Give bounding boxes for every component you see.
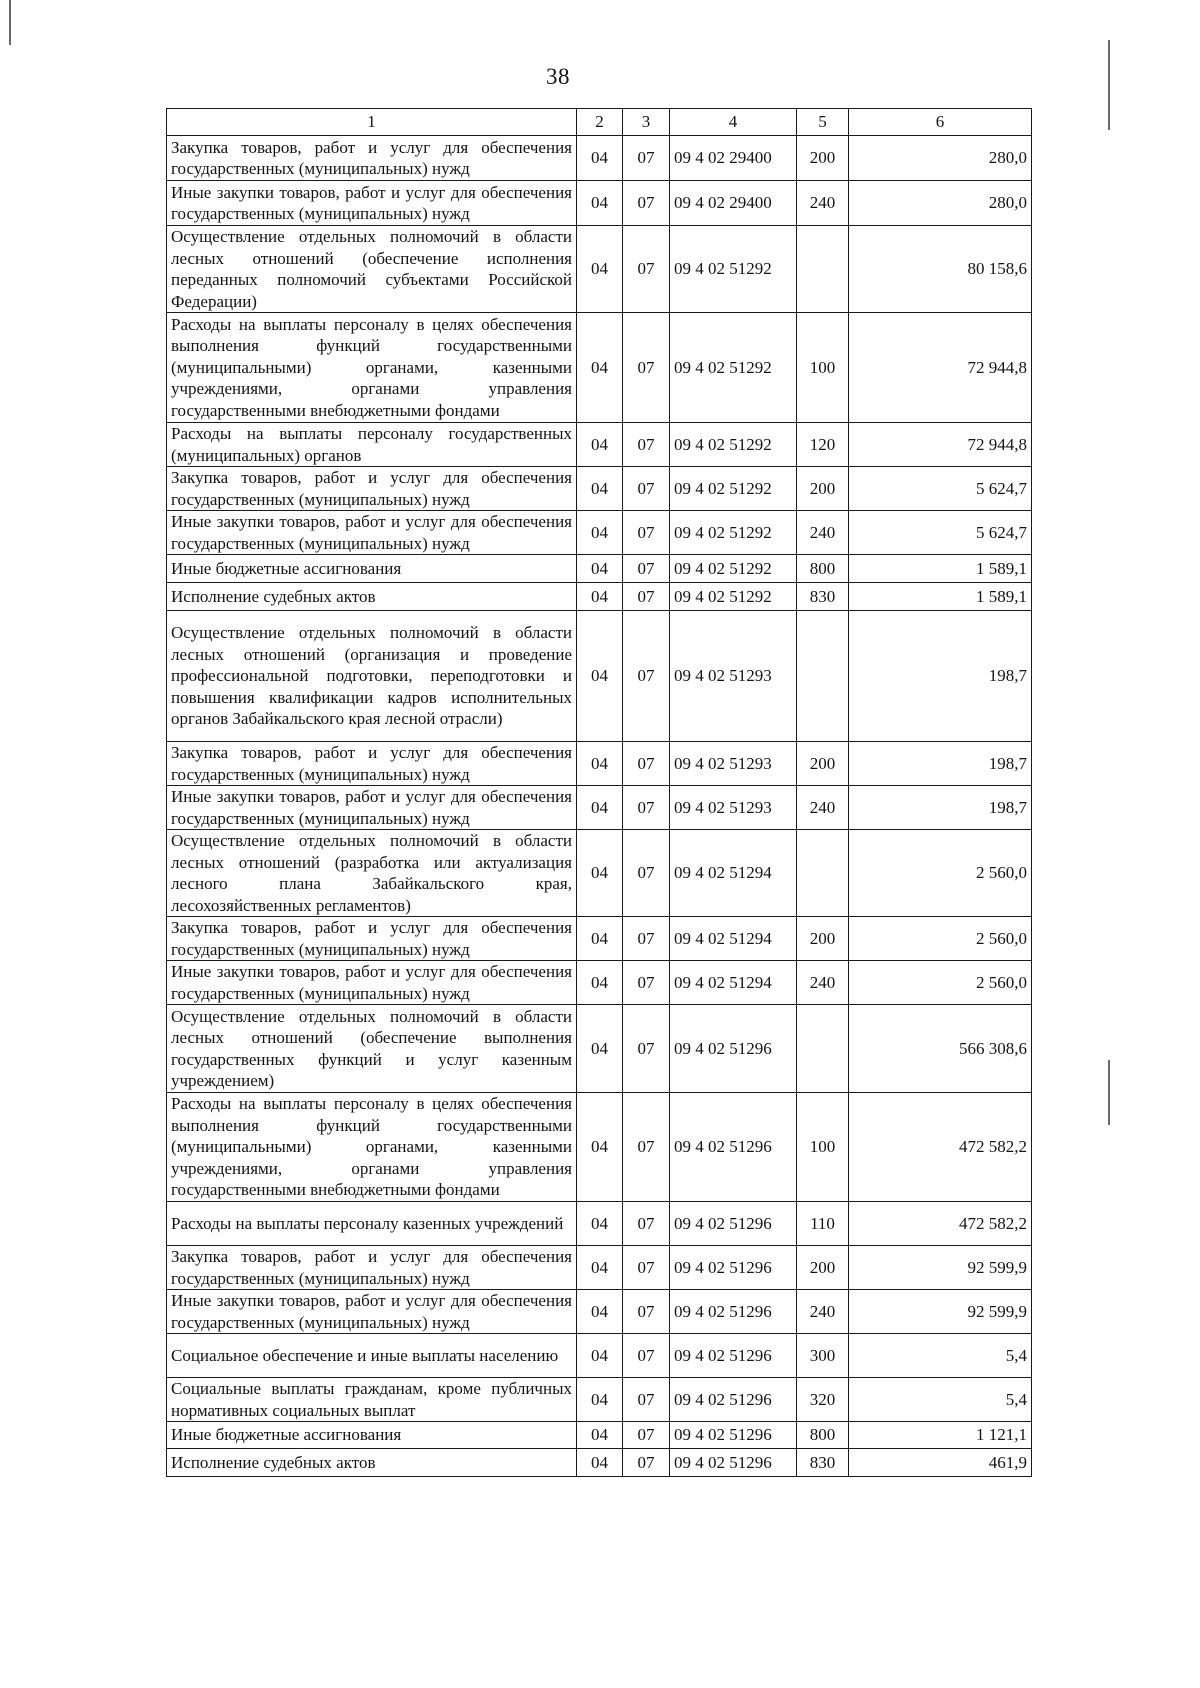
row-amount: 198,7: [849, 742, 1032, 786]
row-amount: 2 560,0: [849, 917, 1032, 961]
table-row: [167, 961, 1032, 1005]
row-name: Осуществление отдельных полномочий в области лесных отношений (обеспечение выполнения государственных функций и услуг казенным учреждением): [167, 1005, 577, 1093]
row-section: 04: [577, 961, 623, 1005]
row-name: Иные закупки товаров, работ и услуг для обеспечения государственных (муниципальных) нужд: [167, 1290, 577, 1334]
scan-edge-right-bottom: [1108, 1060, 1110, 1125]
row-amount: 566 308,6: [849, 1005, 1032, 1093]
row-amount: 80 158,6: [849, 226, 1032, 313]
row-amount: 198,7: [849, 786, 1032, 830]
row-amount: 461,9: [849, 1449, 1032, 1477]
row-target-code: 09 4 02 51296: [670, 1334, 797, 1378]
row-expense-kind: 120: [797, 423, 849, 467]
row-expense-kind: 240: [797, 1290, 849, 1334]
row-expense-kind: 110: [797, 1202, 849, 1246]
table-row: [167, 583, 1032, 611]
table-row: [167, 830, 1032, 917]
row-subsection: 07: [623, 511, 670, 555]
row-target-code: 09 4 02 51293: [670, 786, 797, 830]
row-subsection: 07: [623, 467, 670, 511]
page-number: 38: [546, 64, 570, 89]
row-target-code: 09 4 02 29400: [670, 181, 797, 226]
row-subsection: 07: [623, 786, 670, 830]
row-subsection: 07: [623, 1093, 670, 1202]
row-target-code: 09 4 02 29400: [670, 136, 797, 181]
row-target-code: 09 4 02 51293: [670, 742, 797, 786]
column-header: 6: [849, 109, 1032, 136]
table-row: [167, 555, 1032, 583]
table-row: [167, 1334, 1032, 1378]
row-section: 04: [577, 786, 623, 830]
row-name: Закупка товаров, работ и услуг для обеспечения государственных (муниципальных) нужд: [167, 742, 577, 786]
row-target-code: 09 4 02 51292: [670, 313, 797, 423]
row-target-code: 09 4 02 51296: [670, 1093, 797, 1202]
row-expense-kind: [797, 1005, 849, 1093]
row-amount: 2 560,0: [849, 830, 1032, 917]
row-amount: 1 589,1: [849, 583, 1032, 611]
column-header: 4: [670, 109, 797, 136]
row-expense-kind: 830: [797, 583, 849, 611]
row-section: 04: [577, 1202, 623, 1246]
table-row: [167, 423, 1032, 467]
table-row: [167, 611, 1032, 742]
table-row: [167, 786, 1032, 830]
table-row: [167, 226, 1032, 313]
row-name: Расходы на выплаты персоналу государственных (муниципальных) органов: [167, 423, 577, 467]
column-header: 2: [577, 109, 623, 136]
row-subsection: 07: [623, 1246, 670, 1290]
row-subsection: 07: [623, 583, 670, 611]
row-section: 04: [577, 1093, 623, 1202]
row-target-code: 09 4 02 51296: [670, 1378, 797, 1422]
row-name: Закупка товаров, работ и услуг для обеспечения государственных (муниципальных) нужд: [167, 1246, 577, 1290]
row-expense-kind: 240: [797, 511, 849, 555]
row-amount: 72 944,8: [849, 423, 1032, 467]
row-section: 04: [577, 1378, 623, 1422]
row-expense-kind: 100: [797, 1093, 849, 1202]
row-amount: 198,7: [849, 611, 1032, 742]
row-amount: 1 589,1: [849, 555, 1032, 583]
row-target-code: 09 4 02 51294: [670, 917, 797, 961]
row-expense-kind: 830: [797, 1449, 849, 1477]
row-subsection: 07: [623, 961, 670, 1005]
row-subsection: 07: [623, 136, 670, 181]
row-expense-kind: 100: [797, 313, 849, 423]
row-section: 04: [577, 742, 623, 786]
row-section: 04: [577, 1334, 623, 1378]
row-amount: 92 599,9: [849, 1246, 1032, 1290]
row-target-code: 09 4 02 51296: [670, 1290, 797, 1334]
table-row: [167, 742, 1032, 786]
row-subsection: 07: [623, 917, 670, 961]
row-name: Иные бюджетные ассигнования: [167, 555, 577, 583]
row-section: 04: [577, 313, 623, 423]
row-target-code: 09 4 02 51296: [670, 1449, 797, 1477]
row-expense-kind: [797, 830, 849, 917]
row-section: 04: [577, 1449, 623, 1477]
table-row: [167, 313, 1032, 423]
row-subsection: 07: [623, 226, 670, 313]
row-section: 04: [577, 1290, 623, 1334]
row-target-code: 09 4 02 51296: [670, 1202, 797, 1246]
row-name: Осуществление отдельных полномочий в области лесных отношений (обеспечение исполнения переданных полномочий субъектами Российской Федерации): [167, 226, 577, 313]
row-target-code: 09 4 02 51293: [670, 611, 797, 742]
row-target-code: 09 4 02 51296: [670, 1005, 797, 1093]
row-expense-kind: 800: [797, 1422, 849, 1449]
column-header: 1: [167, 109, 577, 136]
row-name: Исполнение судебных актов: [167, 583, 577, 611]
row-target-code: 09 4 02 51292: [670, 423, 797, 467]
table-row: [167, 467, 1032, 511]
row-name: Расходы на выплаты персоналу в целях обеспечения выполнения функций государственными (муниципальными) органами, казенными учреждениями, органами управления государственными внебюджетными фондами: [167, 1093, 577, 1202]
row-expense-kind: 240: [797, 181, 849, 226]
row-name: Закупка товаров, работ и услуг для обеспечения государственных (муниципальных) нужд: [167, 467, 577, 511]
row-target-code: 09 4 02 51292: [670, 511, 797, 555]
row-amount: 1 121,1: [849, 1422, 1032, 1449]
row-name: Закупка товаров, работ и услуг для обеспечения государственных (муниципальных) нужд: [167, 136, 577, 181]
row-subsection: 07: [623, 1378, 670, 1422]
table-row: [167, 1422, 1032, 1449]
row-section: 04: [577, 423, 623, 467]
row-subsection: 07: [623, 181, 670, 226]
table-row: [167, 181, 1032, 226]
row-expense-kind: [797, 611, 849, 742]
table-row: [167, 1093, 1032, 1202]
row-target-code: 09 4 02 51292: [670, 467, 797, 511]
row-name: Осуществление отдельных полномочий в области лесных отношений (организация и проведение профессиональной подготовки, переподготовки и повышения квалификации кадров исполнительных органов Забайкальского края лесной отрасли): [167, 611, 577, 742]
row-subsection: 07: [623, 423, 670, 467]
row-subsection: 07: [623, 1290, 670, 1334]
table-row: [167, 1005, 1032, 1093]
row-amount: 280,0: [849, 136, 1032, 181]
row-name: Исполнение судебных актов: [167, 1449, 577, 1477]
row-subsection: 07: [623, 313, 670, 423]
row-expense-kind: 320: [797, 1378, 849, 1422]
row-subsection: 07: [623, 1334, 670, 1378]
table-row: [167, 1246, 1032, 1290]
row-name: Иные бюджетные ассигнования: [167, 1422, 577, 1449]
row-section: 04: [577, 511, 623, 555]
table-row: [167, 1202, 1032, 1246]
row-name: Иные закупки товаров, работ и услуг для обеспечения государственных (муниципальных) нужд: [167, 786, 577, 830]
table-header-row: [167, 109, 1032, 136]
row-target-code: 09 4 02 51292: [670, 226, 797, 313]
row-amount: 472 582,2: [849, 1202, 1032, 1246]
row-amount: 92 599,9: [849, 1290, 1032, 1334]
row-amount: 5,4: [849, 1334, 1032, 1378]
row-name: Иные закупки товаров, работ и услуг для обеспечения государственных (муниципальных) нужд: [167, 961, 577, 1005]
row-name: Социальные выплаты гражданам, кроме публичных нормативных социальных выплат: [167, 1378, 577, 1422]
row-subsection: 07: [623, 1005, 670, 1093]
row-name: Иные закупки товаров, работ и услуг для обеспечения государственных (муниципальных) нужд: [167, 181, 577, 226]
row-section: 04: [577, 555, 623, 583]
table-row: [167, 1290, 1032, 1334]
row-target-code: 09 4 02 51294: [670, 961, 797, 1005]
row-subsection: 07: [623, 742, 670, 786]
table-row: [167, 917, 1032, 961]
row-expense-kind: 200: [797, 742, 849, 786]
row-expense-kind: 800: [797, 555, 849, 583]
row-subsection: 07: [623, 611, 670, 742]
row-expense-kind: 200: [797, 917, 849, 961]
row-expense-kind: [797, 226, 849, 313]
row-target-code: 09 4 02 51292: [670, 555, 797, 583]
scan-edge-left: [9, 0, 11, 45]
row-section: 04: [577, 1246, 623, 1290]
row-expense-kind: 200: [797, 136, 849, 181]
budget-table: [166, 108, 1032, 1477]
row-name: Осуществление отдельных полномочий в области лесных отношений (разработка или актуализация лесного плана Забайкальского края, лесохозяйственных регламентов): [167, 830, 577, 917]
table-row: [167, 1378, 1032, 1422]
row-name: Иные закупки товаров, работ и услуг для обеспечения государственных (муниципальных) нужд: [167, 511, 577, 555]
row-section: 04: [577, 611, 623, 742]
row-target-code: 09 4 02 51296: [670, 1246, 797, 1290]
table-row: [167, 136, 1032, 181]
row-expense-kind: 240: [797, 961, 849, 1005]
row-target-code: 09 4 02 51296: [670, 1422, 797, 1449]
column-header: 3: [623, 109, 670, 136]
row-subsection: 07: [623, 1202, 670, 1246]
table-row: [167, 511, 1032, 555]
row-section: 04: [577, 181, 623, 226]
row-subsection: 07: [623, 555, 670, 583]
row-target-code: 09 4 02 51294: [670, 830, 797, 917]
row-section: 04: [577, 1422, 623, 1449]
row-section: 04: [577, 830, 623, 917]
row-subsection: 07: [623, 1449, 670, 1477]
row-section: 04: [577, 1005, 623, 1093]
row-section: 04: [577, 917, 623, 961]
row-expense-kind: 240: [797, 786, 849, 830]
row-amount: 5 624,7: [849, 467, 1032, 511]
row-expense-kind: 200: [797, 467, 849, 511]
row-amount: 280,0: [849, 181, 1032, 226]
row-expense-kind: 300: [797, 1334, 849, 1378]
row-section: 04: [577, 136, 623, 181]
row-subsection: 07: [623, 1422, 670, 1449]
row-name: Расходы на выплаты персоналу казенных учреждений: [167, 1202, 577, 1246]
row-target-code: 09 4 02 51292: [670, 583, 797, 611]
row-amount: 472 582,2: [849, 1093, 1032, 1202]
row-section: 04: [577, 226, 623, 313]
table-row: [167, 1449, 1032, 1477]
row-amount: 2 560,0: [849, 961, 1032, 1005]
row-name: Закупка товаров, работ и услуг для обеспечения государственных (муниципальных) нужд: [167, 917, 577, 961]
row-section: 04: [577, 583, 623, 611]
row-amount: 72 944,8: [849, 313, 1032, 423]
row-expense-kind: 200: [797, 1246, 849, 1290]
row-name: Социальное обеспечение и иные выплаты населению: [167, 1334, 577, 1378]
row-section: 04: [577, 467, 623, 511]
row-amount: 5,4: [849, 1378, 1032, 1422]
column-header: 5: [797, 109, 849, 136]
row-subsection: 07: [623, 830, 670, 917]
row-amount: 5 624,7: [849, 511, 1032, 555]
row-name: Расходы на выплаты персоналу в целях обеспечения выполнения функций государственными (муниципальными) органами, казенными учреждениями, органами управления государственными внебюджетными фондами: [167, 313, 577, 423]
